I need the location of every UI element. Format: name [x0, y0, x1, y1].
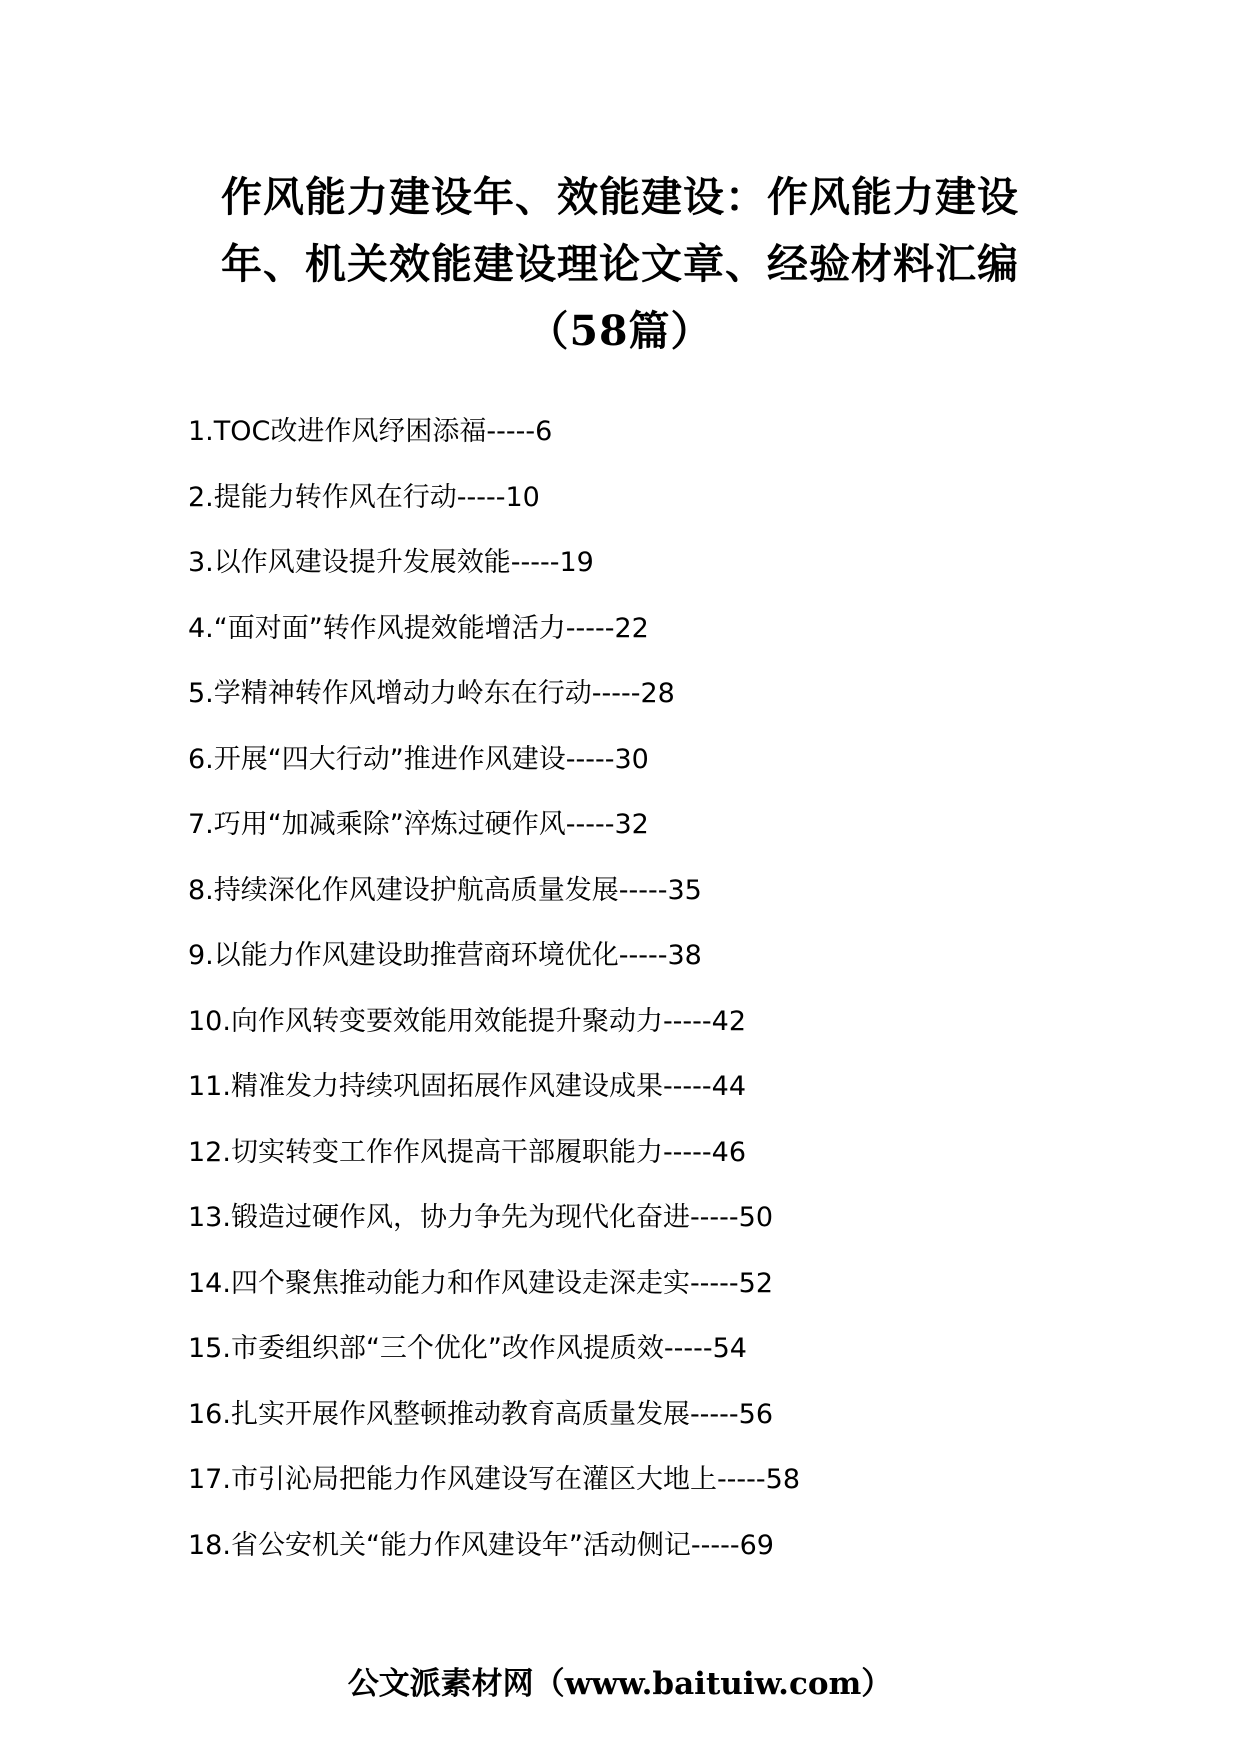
title-line-2: 年、机关效能建设理论文章、经验材料汇编 — [221, 240, 1019, 288]
toc-item: 1.TOC改进作风纾困添福-----6 — [188, 416, 553, 447]
title-line-3: （58篇） — [527, 307, 713, 355]
toc-item: 8.持续深化作风建设护航高质量发展-----35 — [188, 874, 702, 906]
toc-item: 16.扎实开展作风整顿推动教育高质量发展-----56 — [188, 1398, 774, 1430]
toc-item: 15.市委组织部“三个优化”改作风提质效-----54 — [188, 1333, 747, 1364]
toc-item: 4.“面对面”转作风提效能增活力-----22 — [188, 612, 649, 644]
title-line-1: 作风能力建设年、效能建设：作风能力建设 — [221, 173, 1019, 221]
toc-item: 14.四个聚焦推动能力和作风建设走深走实-----52 — [188, 1267, 774, 1299]
toc-item: 3.以作风建设提升发展效能-----19 — [188, 547, 594, 578]
page-footer: 公文派素材网（www.baituiw.com） — [347, 1666, 893, 1702]
toc-item: 9.以能力作风建设助推营商环境优化-----38 — [188, 940, 702, 971]
toc-item: 2.提能力转作风在行动-----10 — [188, 481, 540, 513]
table-of-contents — [188, 416, 1168, 1595]
document-title — [0, 164, 1240, 365]
toc-item: 5.学精神转作风增动力岭东在行动-----28 — [188, 678, 675, 709]
toc-item: 18.省公安机关“能力作风建设年”活动侧记-----69 — [188, 1529, 774, 1561]
toc-item: 12.切实转变工作作风提高干部履职能力-----46 — [188, 1136, 747, 1168]
toc-item: 7.巧用“加减乘除”淬炼过硬作风-----32 — [188, 809, 649, 840]
toc-item: 17.市引沁局把能力作风建设写在灌区大地上-----58 — [188, 1464, 801, 1495]
toc-item: 11.精准发力持续巩固拓展作风建设成果-----44 — [188, 1071, 747, 1102]
toc-item: 13.锻造过硬作风，协力争先为现代化奋进-----50 — [188, 1202, 774, 1233]
toc-item: 10.向作风转变要效能用效能提升聚动力-----42 — [188, 1005, 747, 1037]
toc-item: 6.开展“四大行动”推进作风建设-----30 — [188, 743, 649, 775]
